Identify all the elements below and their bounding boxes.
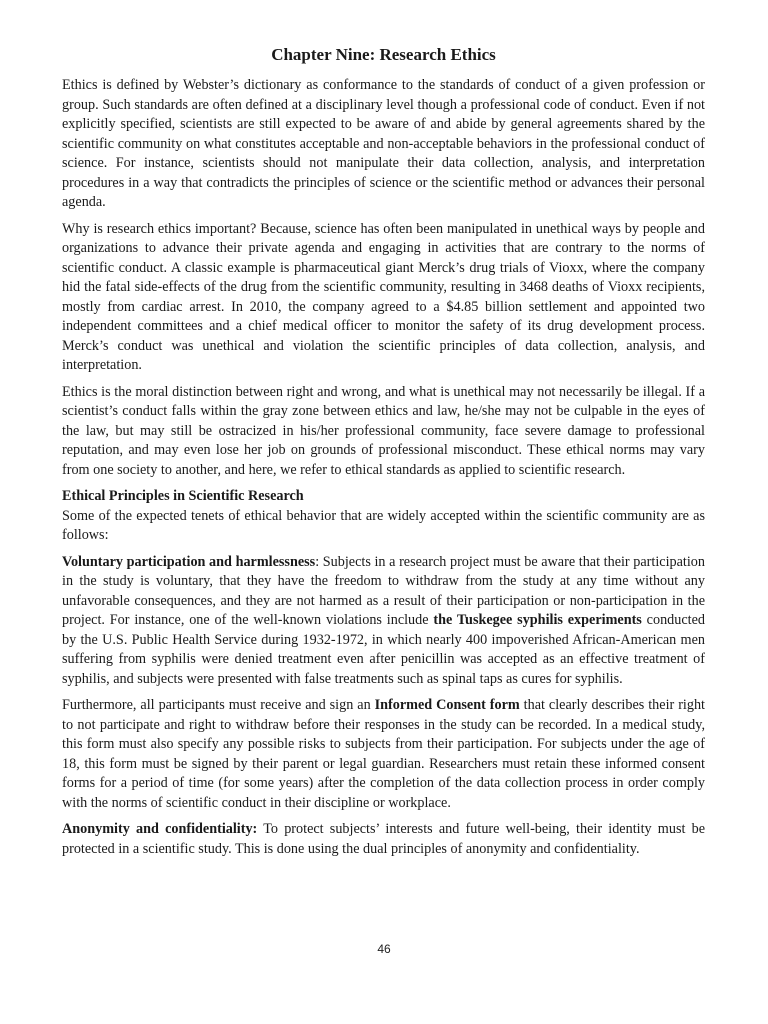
document-page (62, 44, 705, 859)
page-number: 46 (377, 942, 391, 956)
anonymity-text: To protect subjects’ interests and future well-being, their identity must be protected in a scientific study. This is done using the dual principles of anonymity and confidentiality. (62, 821, 705, 857)
consent-text-a: Furthermore, all participants must receive and sign an (62, 697, 375, 713)
page-title: Chapter Nine: Research Ethics (271, 45, 496, 64)
consent-text-b: that clearly describes their right to not participate and right to withdraw before their responses in the study can be recorded. In a medical study, this form must also specify any possible risks to subjects from their participation. For subjects under the age of 18, this form must be signed by their parent or legal guardian. Researchers must retain these informed consent forms for a period of time (for some years) after the completion of the data collection process in order comply with the norms of scientific conduct in their discipline or workplace. (62, 697, 706, 811)
paragraph-informed-consent (62, 696, 705, 813)
paragraph-why-ethics: Why is research ethics important? Because, science has often been manipulated in unethical ways by people and organizations to advance their private agenda and engaging in activities that are contrary to the norms of scientific conduct. A classic example is pharmaceutical giant Merck’s drug trials of Vioxx, where the company hid the fatal side-effects of the drug from the scientific community, resulting in 3468 deaths of Vioxx recipients, mostly from cardiac arrest. In 2010, the company agreed to a $4.85 billion settlement and appointed two independent committees and a chief medical officer to monitor the safety of its drug development process. Merck’s conduct was unethical and violation the scientific principles of data collection, analysis, and interpretation. (62, 220, 705, 373)
term-tuskegee: the Tuskegee syphilis experiments (433, 612, 642, 628)
voluntary-text-b: conducted by the U.S. Public Health Service during 1932-1972, in which nearly 400 impoverished African-American men suffering from syphilis were denied treatment even after penicillin was accepted as an effective treatment of syphilis, and subjects were presented with false treatments such as spinal taps as cures for syphilis. (62, 612, 705, 687)
voluntary-text-a: : Subjects in a research project must be aware that their participation in the study is voluntary, that they have the freedom to withdraw from the study at any time without any unfavorable consequences, and they are not harmed as a result of their participation or non-participation in the project. For instance, one of the well-known violations include (62, 553, 705, 628)
paragraph-tenets-intro: Some of the expected tenets of ethical behavior that are widely accepted within the scientific community are as follows: (62, 507, 705, 543)
term-voluntary-participation: Voluntary participation and harmlessness (62, 553, 316, 570)
term-informed-consent: Informed Consent form (374, 697, 520, 713)
paragraph-anonymity (62, 820, 705, 859)
term-anonymity: Anonymity and confidentiality: (62, 821, 258, 837)
paragraph-voluntary-participation (62, 553, 705, 690)
paragraph-moral-distinction: Ethics is the moral distinction between right and wrong, and what is unethical may not necessarily be illegal. If a scientist’s conduct falls within the gray zone between ethics and law, he/she may not be culpable in the eyes of the law, but may still be ostracized in his/her professional community, face severe damage to professional reputation, and may even lose her job on grounds of professional misconduct. These ethical norms may vary from one society to another, and here, we refer to ethical standards as applied to scientific research. (62, 383, 705, 478)
section-heading-ethical-principles: Ethical Principles in Scientific Research (62, 488, 304, 504)
paragraph-ethics-definition: Ethics is defined by Webster’s dictionary as conformance to the standards of conduct of a given profession or group. Such standards are often defined at a disciplinary level though a professional code of conduct. Even if not explicitly specified, scientists are still expected to be aware of and abide by general agreements shared by the scientific community on what constitutes acceptable and non-acceptable behaviors in the professional conduct of science. For instance, scientists should not manipulate their data collection, analysis, and interpretation procedures in a way that contradicts the principles of science or the scientific method or advances their personal agenda. (62, 77, 705, 210)
